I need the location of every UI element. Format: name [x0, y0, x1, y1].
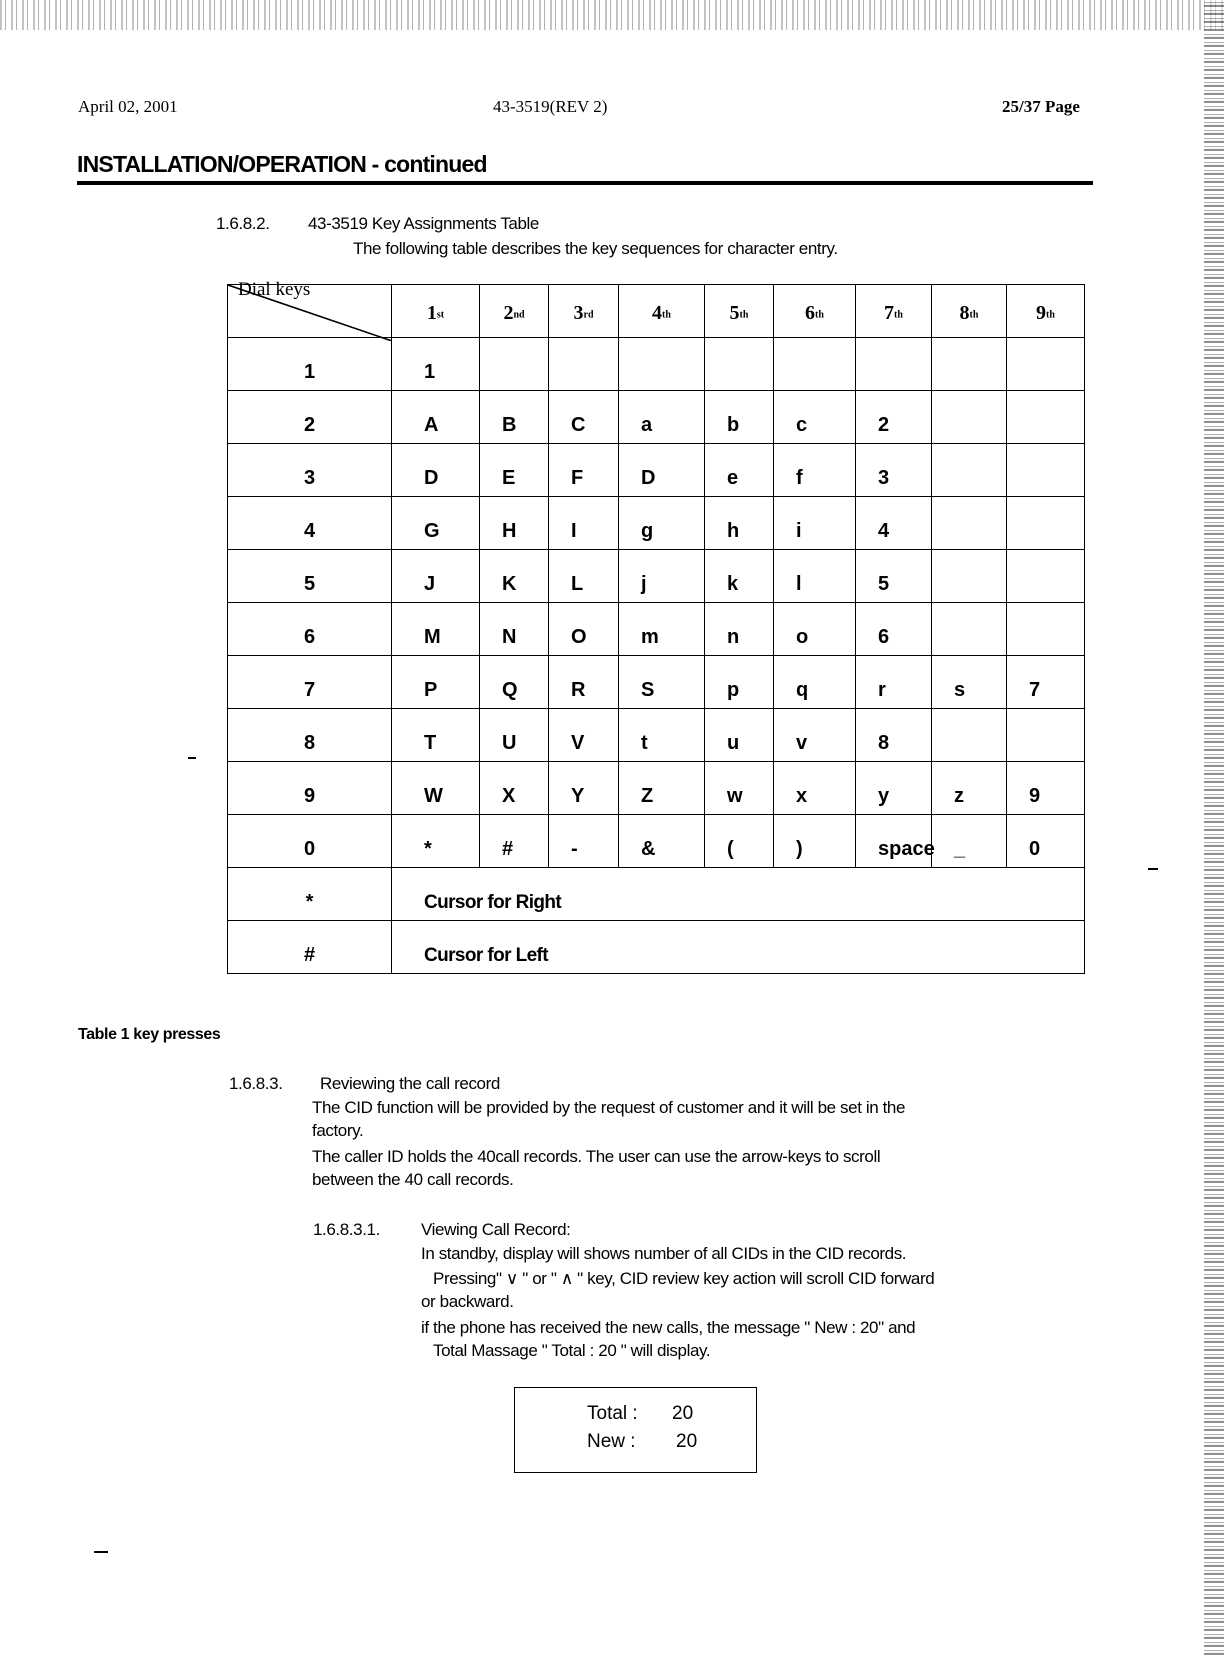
section-title: INSTALLATION/OPERATION - continued [77, 151, 487, 177]
cursor-action-cell: Cursor for Right [392, 868, 1085, 921]
key-row [228, 656, 1085, 709]
character-cell: z [932, 762, 1007, 815]
character-cell: - [549, 815, 619, 868]
character-cell: U [480, 709, 549, 762]
col-header: 9th [1007, 285, 1085, 338]
character-cell: v [774, 709, 856, 762]
key-row [228, 338, 1085, 391]
header-date: April 02, 2001 [78, 97, 178, 116]
character-cell [932, 550, 1007, 603]
col-header: 7th [856, 285, 932, 338]
display-total-label: Total : [587, 1403, 638, 1424]
character-cell: P [392, 656, 480, 709]
dial-key-cell: 5 [228, 550, 392, 603]
character-cell: T [392, 709, 480, 762]
dial-key-cell: 0 [228, 815, 392, 868]
character-cell: l [774, 550, 856, 603]
sec-16831-line: Pressing" ∨ " or " ∧ " key, CID review key action will scroll CID forward [433, 1269, 935, 1288]
sec-1683-line: factory. [312, 1121, 364, 1140]
scan-noise-top [0, 0, 1224, 30]
character-cell: space [856, 815, 932, 868]
character-cell: p [705, 656, 774, 709]
character-cell: Y [549, 762, 619, 815]
character-cell [480, 338, 549, 391]
character-cell: f [774, 444, 856, 497]
dial-key-cell: # [228, 921, 392, 974]
character-cell: h [705, 497, 774, 550]
character-cell: W [392, 762, 480, 815]
character-cell: _ [932, 815, 1007, 868]
character-cell [705, 338, 774, 391]
character-cell: o [774, 603, 856, 656]
dial-keys-label: Dial keys [238, 279, 311, 300]
character-cell: S [619, 656, 705, 709]
character-cell [1007, 338, 1085, 391]
dial-key-cell: 9 [228, 762, 392, 815]
dial-key-cell: * [228, 868, 392, 921]
sec-1683-title: Reviewing the call record [320, 1074, 500, 1093]
character-cell: w [705, 762, 774, 815]
character-cell: y [856, 762, 932, 815]
character-cell: q [774, 656, 856, 709]
character-cell: D [619, 444, 705, 497]
character-cell: K [480, 550, 549, 603]
character-cell: i [774, 497, 856, 550]
character-cell: n [705, 603, 774, 656]
col-header: 8th [932, 285, 1007, 338]
character-cell: G [392, 497, 480, 550]
character-cell: V [549, 709, 619, 762]
character-cell [1007, 550, 1085, 603]
sec-16831-title: Viewing Call Record: [421, 1220, 571, 1239]
character-cell [1007, 497, 1085, 550]
key-row [228, 497, 1085, 550]
sec-16831-line: or backward. [421, 1292, 514, 1311]
character-cell: 9 [1007, 762, 1085, 815]
character-cell: A [392, 391, 480, 444]
dial-key-cell: 8 [228, 709, 392, 762]
character-cell: 6 [856, 603, 932, 656]
character-cell: 8 [856, 709, 932, 762]
character-cell: C [549, 391, 619, 444]
sec-16831-line: In standby, display will shows number of all CIDs in the CID records. [421, 1244, 907, 1263]
character-cell: a [619, 391, 705, 444]
sec-1682-desc: The following table describes the key sequences for character entry. [353, 239, 838, 258]
character-cell [1007, 709, 1085, 762]
key-row [228, 709, 1085, 762]
display-new-label: New : [587, 1431, 636, 1452]
col-header: 1st [392, 285, 480, 338]
character-cell: ) [774, 815, 856, 868]
lcd-display-box [514, 1387, 757, 1473]
col-header: 5th [705, 285, 774, 338]
dial-key-cell: 4 [228, 497, 392, 550]
character-cell [1007, 603, 1085, 656]
dial-key-cell: 2 [228, 391, 392, 444]
character-cell: F [549, 444, 619, 497]
sec-1682-number: 1.6.8.2. [216, 214, 270, 233]
sec-1682-title: 43-3519 Key Assignments Table [308, 214, 539, 233]
sec-16831-line: Total Massage " Total : 20 " will display. [433, 1341, 711, 1360]
scan-speck [188, 757, 196, 759]
table-header-row [228, 285, 1085, 338]
dial-key-cell: 7 [228, 656, 392, 709]
title-rule [77, 181, 1093, 185]
dial-key-cell: 6 [228, 603, 392, 656]
character-cell [774, 338, 856, 391]
character-cell: b [705, 391, 774, 444]
key-row [228, 391, 1085, 444]
character-cell: 1 [392, 338, 480, 391]
scan-speck [1148, 868, 1158, 870]
character-cell: E [480, 444, 549, 497]
character-cell: L [549, 550, 619, 603]
col-header: 3rd [549, 285, 619, 338]
character-cell [619, 338, 705, 391]
display-new-value: 20 [676, 1431, 698, 1452]
character-cell [549, 338, 619, 391]
header-page-number: 25/37 Page [1002, 97, 1080, 116]
key-assignments-table [227, 279, 1085, 974]
character-cell: 5 [856, 550, 932, 603]
character-cell: 3 [856, 444, 932, 497]
character-cell: 4 [856, 497, 932, 550]
dial-key-cell: 3 [228, 444, 392, 497]
key-row [228, 603, 1085, 656]
character-cell [932, 603, 1007, 656]
character-cell: 7 [1007, 656, 1085, 709]
col-header: 6th [774, 285, 856, 338]
character-cell [932, 444, 1007, 497]
character-cell: c [774, 391, 856, 444]
character-cell: j [619, 550, 705, 603]
character-cell: X [480, 762, 549, 815]
character-cell: Z [619, 762, 705, 815]
sec-16831-line: if the phone has received the new calls, the message " New : 20" and [421, 1318, 916, 1337]
character-cell: x [774, 762, 856, 815]
col-header: 2nd [480, 285, 549, 338]
key-table-body [228, 338, 1085, 974]
character-cell: B [480, 391, 549, 444]
dial-keys-corner-cell [228, 279, 392, 338]
character-cell: M [392, 603, 480, 656]
key-row [228, 444, 1085, 497]
character-cell: e [705, 444, 774, 497]
header-doc-number: 43-3519(REV 2) [493, 97, 608, 116]
dial-key-cell: 1 [228, 338, 392, 391]
character-cell [932, 709, 1007, 762]
character-cell: s [932, 656, 1007, 709]
character-cell: u [705, 709, 774, 762]
table-caption: Table 1 key presses [78, 1026, 221, 1043]
character-cell: k [705, 550, 774, 603]
sec-1683-number: 1.6.8.3. [229, 1074, 283, 1093]
character-cell: t [619, 709, 705, 762]
display-total-value: 20 [672, 1403, 694, 1424]
character-cell: # [480, 815, 549, 868]
character-cell: N [480, 603, 549, 656]
character-cell: I [549, 497, 619, 550]
character-cell: r [856, 656, 932, 709]
character-cell [932, 497, 1007, 550]
sec-1683-line: The caller ID holds the 40call records. The user can use the arrow-keys to scroll [312, 1147, 881, 1166]
character-cell [932, 391, 1007, 444]
character-cell: ( [705, 815, 774, 868]
scan-speck [94, 1551, 108, 1553]
character-cell: m [619, 603, 705, 656]
character-cell: & [619, 815, 705, 868]
character-cell: O [549, 603, 619, 656]
character-cell: J [392, 550, 480, 603]
character-cell: Q [480, 656, 549, 709]
character-cell [1007, 444, 1085, 497]
key-row [228, 762, 1085, 815]
character-cell: g [619, 497, 705, 550]
key-row [228, 550, 1085, 603]
character-cell: 2 [856, 391, 932, 444]
col-header: 4th [619, 285, 705, 338]
cursor-key-row [228, 868, 1085, 921]
character-cell: D [392, 444, 480, 497]
key-row [228, 815, 1085, 868]
cursor-key-row [228, 921, 1085, 974]
character-cell: 0 [1007, 815, 1085, 868]
sec-1683-line: between the 40 call records. [312, 1170, 514, 1189]
character-cell [856, 338, 932, 391]
character-cell: * [392, 815, 480, 868]
sec-16831-number: 1.6.8.3.1. [313, 1220, 380, 1239]
character-cell [932, 338, 1007, 391]
cursor-action-cell: Cursor for Left [392, 921, 1085, 974]
scan-noise-right-edge [1204, 0, 1224, 1655]
character-cell: R [549, 656, 619, 709]
sec-1683-line: The CID function will be provided by the request of customer and it will be set in the [312, 1098, 906, 1117]
character-cell [1007, 391, 1085, 444]
character-cell: H [480, 497, 549, 550]
